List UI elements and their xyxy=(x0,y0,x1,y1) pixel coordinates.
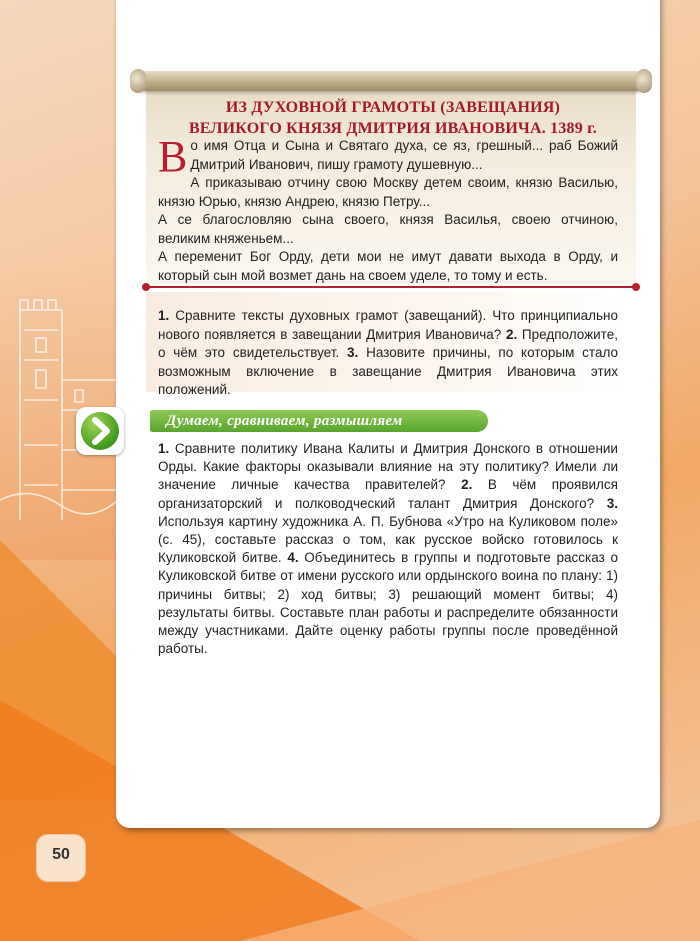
dropcap-letter: В xyxy=(158,132,188,181)
excerpt-paragraph: А се благословляю сына своего, князя Василья, своею отчиною, великим княженьем... xyxy=(158,212,618,246)
document-excerpt xyxy=(158,132,618,285)
document-title-line1: ИЗ ДУХОВНОЙ ГРАМОТЫ (ЗАВЕЩАНИЯ) xyxy=(225,99,561,116)
task-text: В чём проявился организаторский и полководческий талант Дмитрия Донского? xyxy=(158,477,618,511)
section-heading: Думаем, сравниваем, размышляем xyxy=(150,410,488,432)
excerpt-paragraph xyxy=(158,132,618,181)
divider-dot xyxy=(142,283,150,291)
background-shard xyxy=(240,820,700,941)
document-title-line2: ВЕЛИКОГО КНЯЗЯ ДМИТРИЯ ИВАНОВИЧА. 1389 г. xyxy=(189,120,597,137)
divider-line xyxy=(146,286,636,288)
excerpt-paragraph: А переменит Бог Орду, дети мои не имут давати выхода в Орду, и который сын мой возмет дань на своем уделе, то тому и есть. xyxy=(158,249,618,283)
excerpt-text: о имя Отца и Сына и Святаго духа, се яз, грешный... раб Божий Дмитрий Иванович, пишу грамоту душевную... xyxy=(190,138,618,172)
castle-sketch xyxy=(0,270,118,530)
question-text: Назовите причины, по которым стало возможным включение в завещание Дмитрия Ивановича этих положений. xyxy=(158,345,618,397)
question-text: Предположите, о чём это свидетельствует. xyxy=(158,326,618,360)
document-questions xyxy=(158,307,618,400)
task-number: 4. xyxy=(287,550,299,566)
page-number: 50 xyxy=(52,846,70,863)
document-title xyxy=(150,97,636,139)
question-text: Сравните тексты духовных грамот (завещаний). Что принципиально нового появляется в завещании Дмитрия Ивановича? xyxy=(158,308,618,342)
divider-dot xyxy=(632,283,640,291)
task-text: Объединитесь в группы и подготовьте рассказ о Куликовской битве от имени русского или ордынского воина по плану: 1) причины битвы; 2) ход битвы; 3) решающий момент битвы; 4) результаты битвы. Составьте план работы и распределите обязанности между участниками. Дайте оценку работы группы после проведённой работы. xyxy=(158,550,618,657)
question-number: 3. xyxy=(347,345,359,360)
question-number: 2. xyxy=(505,326,518,342)
excerpt-paragraph: А приказываю отчину свою Москву детем своим, князю Василью, князю Юрью, князю Андрею, князю Петру... xyxy=(158,175,618,209)
section-tasks xyxy=(158,440,618,658)
task-text: Сравните политику Ивана Калиты и Дмитрия Донского в отношении Орды. Какие факторы оказывали влияние на эту политику? Имели ли значение личные качества правителей? xyxy=(158,441,618,493)
task-number: 2. xyxy=(461,477,473,493)
task-text: Используя картину художника А. П. Бубнова «Утро на Куликовом поле» (с. 45), составьте рассказ о том, как русское войско готовилось к Куликовской битве. xyxy=(158,513,618,566)
chevron-right-icon xyxy=(81,412,119,450)
scroll-rod xyxy=(136,71,646,91)
task-number: 3. xyxy=(606,495,618,511)
section-arrow-button[interactable] xyxy=(76,407,124,455)
question-number: 1. xyxy=(158,308,170,323)
arrow-circle xyxy=(81,412,119,450)
task-number: 1. xyxy=(158,441,170,456)
